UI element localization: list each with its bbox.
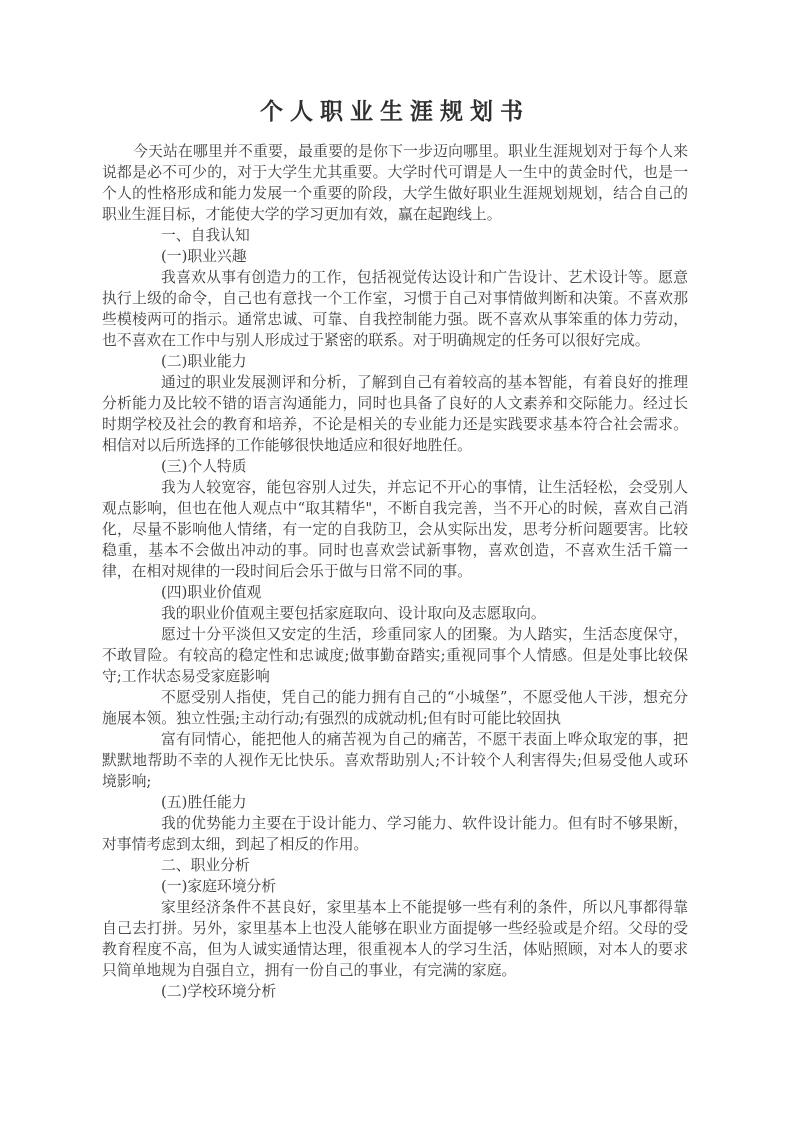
page-title: 个人职业生涯规划书 [260,98,530,125]
section-heading: 二、职业分析 [161,857,250,874]
document-paragraph: 我喜欢从事有创造力的工作，包括视觉传达设计和广告设计、艺术设计等。愿意执行上级的命令，自己也有意找一个工作室，习惯于自己对事情做判断和决策。不喜欢那些模棱两可的指示。通常忠诚、可靠、自我控制能力强。既不喜欢从事笨重的体力劳动，也不喜欢在工作中与别人形成过于紧密的联系。对于明确规定的任务可以很好完成。 [102,269,688,349]
document-paragraph: 我的优势能力主要在于设计能力、学习能力、软件设计能力。但有时不够果断，对事情考虑到太细，到起了相反的作用。 [102,815,688,853]
section-heading: (二)职业能力 [161,353,247,370]
document-paragraph: 今天站在哪里并不重要，最重要的是你下一步迈向哪里。职业生涯规划对于每个人来说都是必不可少的，对于大学生尤其重要。大学时代可谓是人一生中的黄金时代，也是一个人的性格形成和能力发展一个重要的阶段，大学生做好职业生涯规划规划，结合自己的职业生涯目标，才能使大学的学习更加有效，赢在起跑线上。 [102,143,688,223]
document-paragraph: 愿过十分平淡但又安定的生活，珍重同家人的团聚。为人踏实，生活态度保守，不敢冒险。有较高的稳定性和忠诚度;做事勤奋踏实;重视同事个人情感。但是处事比较保守;工作状态易受家庭影响 [102,626,688,685]
document-paragraph: 我为人较宽容，能包容别人过失，并忘记不开心的事情，让生活轻松，会受别人观点影响，但也在他人观点中“取其精华"，不断自我完善，当不开心的时候，喜欢自己消化，尽量不影响他人情绪，有一定的自我防卫，会从实际出发，思考分析问题要害。比较稳重，基本不会做出冲动的事。同时也喜欢尝试新事物，喜欢创造，不喜欢生活千篇一律，在相对规律的一段时间后会乐于做与日常不同的事。 [102,479,688,580]
document-paragraph: 通过的职业发展测评和分析，了解到自己有着较高的基本智能，有着良好的推理分析能力及比较不错的语言沟通能力，同时也具备了良好的人文素养和交际能力。经过长时期学校及社会的教育和培养，不论是相关的专业能力还是实践要求基本符合社会需求。相信对以后所选择的工作能够很快地适应和很好地胜任。 [102,374,688,454]
document-paragraph: 富有同情心，能把他人的痛苦视为自己的痛苦，不愿干表面上哗众取宠的事，把默默地帮助不幸的人视作无比快乐。喜欢帮助别人;不计较个人利害得失;但易受他人或环境影响; [102,731,688,790]
section-heading: (一)职业兴趣 [161,248,247,265]
document-paragraph: 不愿受别人指使，凭自己的能力拥有自己的“小城堡”，不愿受他人干涉，想充分施展本领。独立性强;主动行动;有强烈的成就动机;但有时可能比较固执 [102,689,688,727]
section-heading: 一、自我认知 [161,227,250,244]
section-heading: (五)胜任能力 [161,794,247,811]
document-paragraph: 我的职业价值观主要包括家庭取向、设计取向及志愿取向。 [161,605,546,622]
document-paragraph: 家里经济条件不甚良好，家里基本上不能提够一些有利的条件，所以凡事都得靠自己去打拼。另外，家里基本上也没人能够在职业方面提够一些经验或是介绍。父母的受教育程度不高，但为人诚实通情达理，很重视本人的学习生活，体贴照顾，对本人的要求只简单地规为自强自立，拥有一份自己的事业，有完满的家庭。 [102,899,688,979]
document-body [102,96,688,1002]
section-heading: (一)家庭环境分析 [161,878,277,895]
section-heading: (四)职业价值观 [161,584,262,601]
section-heading: (三)个人特质 [161,458,247,475]
section-heading: (二)学校环境分析 [161,983,277,1000]
